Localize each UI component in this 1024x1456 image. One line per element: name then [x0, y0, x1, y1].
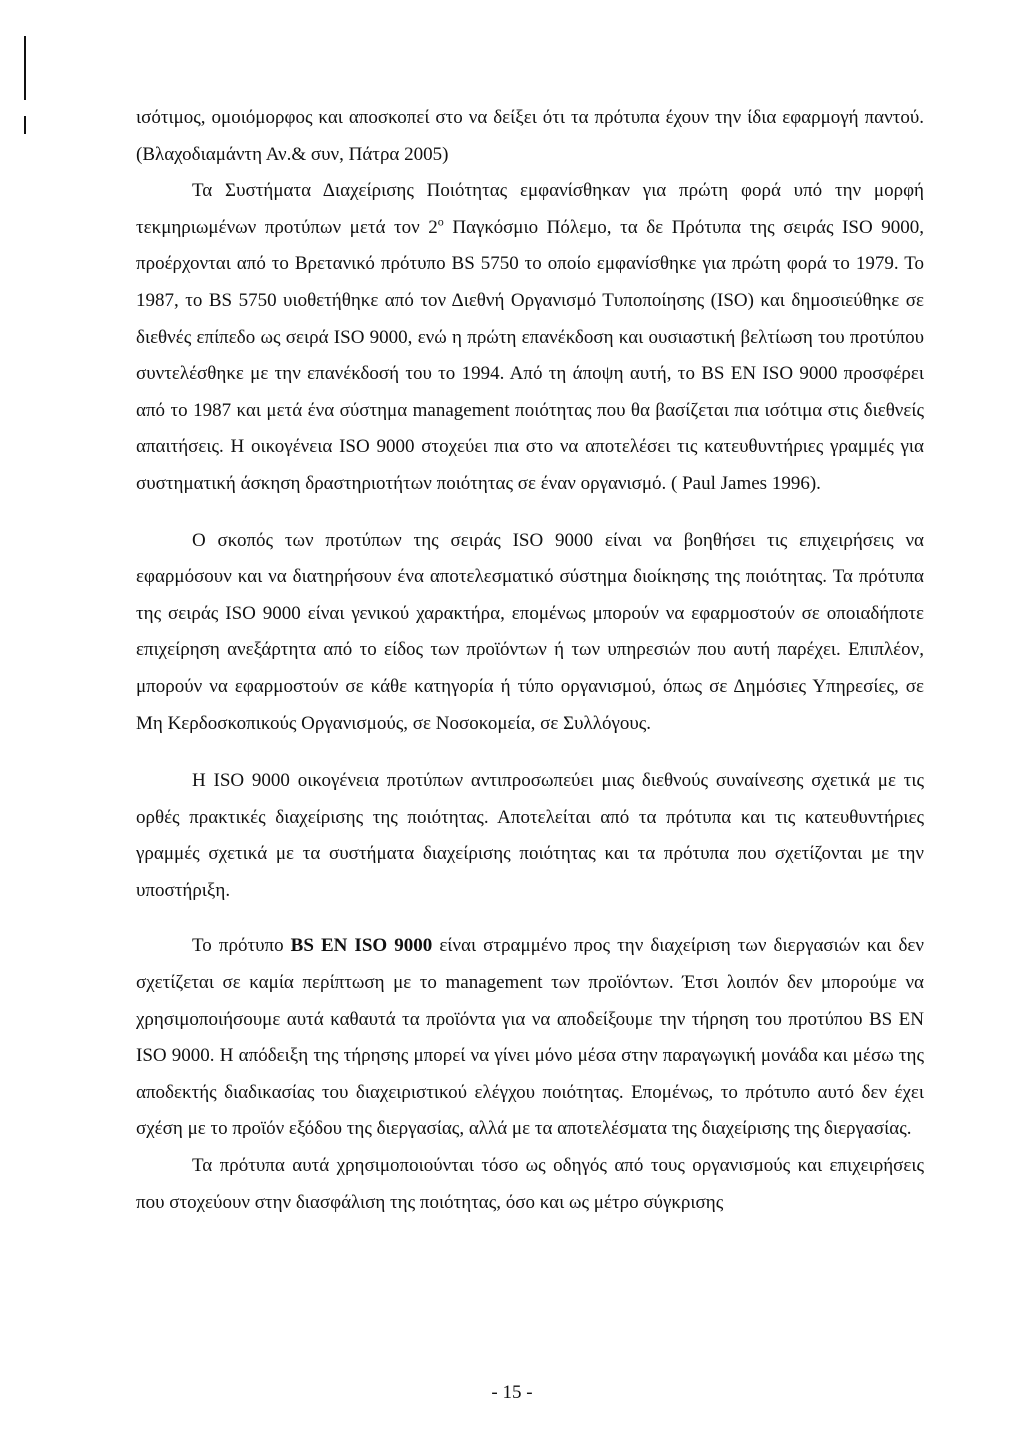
superscript-o: ο	[437, 214, 444, 229]
paragraph-5	[136, 928, 924, 1148]
standard-name-bold: BS EN ISO 9000	[290, 935, 433, 957]
paragraph-3: Ο σκοπός των προτύπων της σειράς ISO 9000 είναι να βοηθήσει τις επιχειρήσεις να εφαρμόσουν και να διατηρήσουν ένα αποτελεσματικό σύστημα διοίκησης της ποιότητας. Τα πρότυπα της σειράς ISO 9000 είναι γενικού χαρακτήρα, επομένως μπορούν να εφαρμοστούν σε οποιαδήποτε επιχείρηση ανεξάρτητα από το είδος των προϊόντων ή των υπηρεσιών που αυτή παρέχει. Επιπλέον, μπορούν να εφαρμοστούν σε κάθε κατηγορία ή τύπο οργανισμού, όπως σε Δημόσιες Υπηρεσίες, σε Μη Κερδοσκοπικούς Οργανισμούς, σε Νοσοκομεία, σε Συλλόγους.	[136, 529, 924, 734]
paragraph-4: Η ISO 9000 οικογένεια προτύπων αντιπροσωπεύει μιας διεθνούς συναίνεσης σχετικά με τις ορθές πρακτικές διαχείρισης της ποιότητας. Αποτελείται από τα πρότυπα και τις κατευθυντήριες γραμμές σχετικά με τα συστήματα διαχείρισης ποιότητας και τα πρότυπα που σχετίζονται με την υποστήριξη.	[136, 770, 924, 901]
paragraph-2-start: Τα Συστήματα Διαχείρισης Ποιότητας εμφανίσθηκαν για πρώτη φορά υπό την μορφή τεκμηριωμένων προτύπων μετά τον 2	[136, 180, 924, 238]
paragraph-2	[136, 173, 924, 502]
paragraph-6: Τα πρότυπα αυτά χρησιμοποιούνται τόσο ως οδηγός από τους οργανισμούς και επιχειρήσεις που στοχεύουν στην διασφάλιση της ποιότητας, όσο και ως μέτρο σύγκρισης	[136, 1155, 924, 1213]
margin-line-bottom	[24, 116, 26, 134]
paragraph-5-start: Το πρότυπο	[192, 935, 291, 957]
paragraph-1: ισότιμος, ομοιόμορφος και αποσκοπεί στο να δείξει ότι τα πρότυπα έχουν την ίδια εφαρμογή παντού. (Βλαχοδιαμάντη Αν.& συν, Πάτρα 2005)	[136, 107, 924, 165]
paragraph-5-rest: είναι στραμμένο προς την διαχείριση των διεργασιών και δεν σχετίζεται σε καμία περίπτωση με το management των προϊόντων. Έτσι λοιπόν δεν μπορούμε να χρησιμοποιήσουμε αυτά καθαυτά τα προϊόντα για να αποδείξουμε την τήρηση του προτύπου BS EN ISO 9000. Η απόδειξη της τήρησης μπορεί να γίνει μόνο μέσα στην παραγωγική μονάδα και μέσω της αποδεκτής διαδικασίας του διαχειριστικού ελέγχου ποιότητας. Επομένως, το πρότυπο αυτό δεν έχει σχέση με το προϊόν εξόδου της διεργασίας, αλλά με τα αποτελέσματα της διαχείρισης της διεργασίας.	[136, 935, 925, 1140]
page-number: - 15 -	[491, 1382, 533, 1403]
document-body	[136, 100, 924, 1221]
margin-line-top	[24, 36, 26, 100]
paragraph-2-rest: Παγκόσμιο Πόλεμο, τα δε Πρότυπα της σειράς ISO 9000, προέρχονται από το Βρετανικό πρότυπο BS 5750 το οποίο εμφανίσθηκε για πρώτη φορά το 1979. Το 1987, το BS 5750 υιοθετήθηκε από τον Διεθνή Οργανισμό Τυποποίησης (ISO) και δημοσιεύθηκε σε διεθνές επίπεδο ως σειρά ISO 9000, ενώ η πρώτη επανέκδοση και ουσιαστική βελτίωση του προτύπου συντελέσθηκε με την επανέκδοσή του το 1994. Από τη άποψη αυτή, το BS EN ISO 9000 προσφέρει από το 1987 και μετά ένα σύστημα management ποιότητας που θα βασίζεται πια ισότιμα στις διεθνείς απαιτήσεις. Η οικογένεια ISO 9000 στοχεύει πια στο να αποτελέσει τις κατευθυντήριες γραμμές για συστηματική άσκηση δραστηριοτήτων ποιότητας σε έναν οργανισμό. ( Paul James 1996).	[136, 216, 924, 494]
